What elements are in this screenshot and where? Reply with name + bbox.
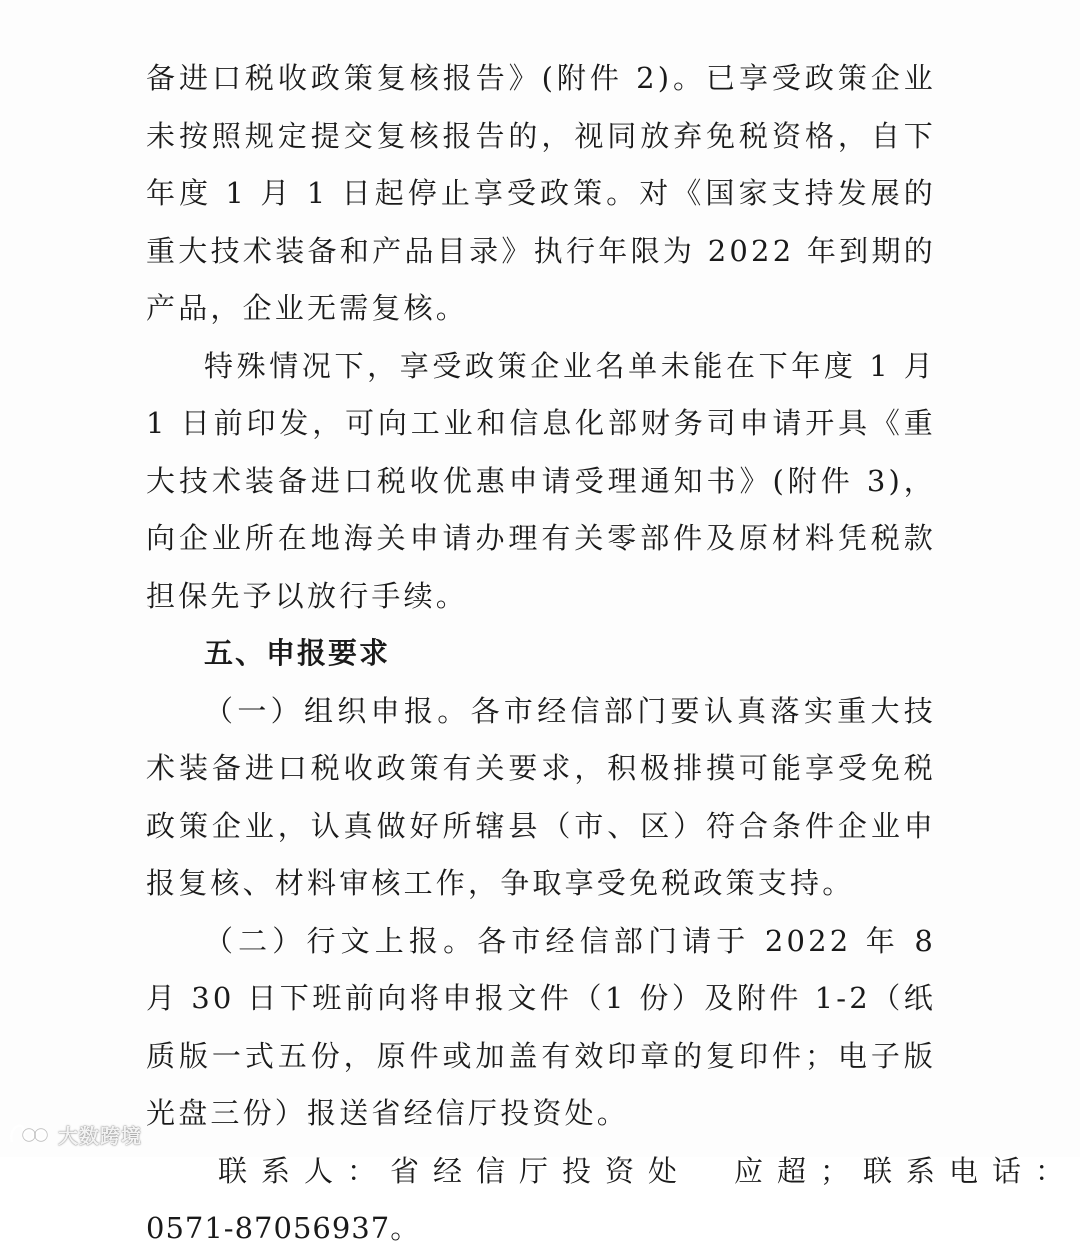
paragraph-organize-application: （一）组织申报。各市经信部门要认真落实重大技术装备进口税收政策有关要求，积极排摸可能享受免税政策企业，认真做好所辖县（市、区）符合条件企业申报复核、材料审核工作，争取享受免税政策支持。: [146, 693, 936, 900]
paragraph-special-case: 特殊情况下，享受政策企业名单未能在下年度 1 月 1 日前印发，可向工业和信息化部财务司申请开具《重大技术装备进口税收优惠申请受理通知书》(附件 3)，向企业所在地海关申请办理有关零部件及原材料凭税款担保先予以放行手续。: [146, 348, 936, 613]
section-heading-requirements: 五、申报要求: [204, 636, 391, 670]
document-body: [146, 50, 1079, 1258]
contact-phone: 0571-87056937。: [146, 1211, 421, 1245]
paragraph-submission: （二）行文上报。各市经信部门请于 2022 年 8 月 30 日下班前向将申报文件（1 份）及附件 1-2（纸质版一式五份，原件或加盖有效印章的复印件；电子版光盘三份）报送省经信厅投资处。: [146, 923, 936, 1130]
brand-logo-icon: [8, 1122, 52, 1148]
watermark: [8, 1120, 142, 1149]
paragraph-policy-review: 备进口税收政策复核报告》(附件 2)。已享受政策企业未按照规定提交复核报告的，视同放弃免税资格，自下年度 1 月 1 日起停止享受政策。对《国家支持发展的重大技术装备和产品目录》执行年限为 2022 年到期的产品，企业无需复核。: [146, 61, 936, 325]
watermark-text: 大数跨境: [58, 1124, 142, 1148]
contact-person: 联系人：省经信厅投资处 应超；联系电话：: [218, 1153, 1079, 1188]
